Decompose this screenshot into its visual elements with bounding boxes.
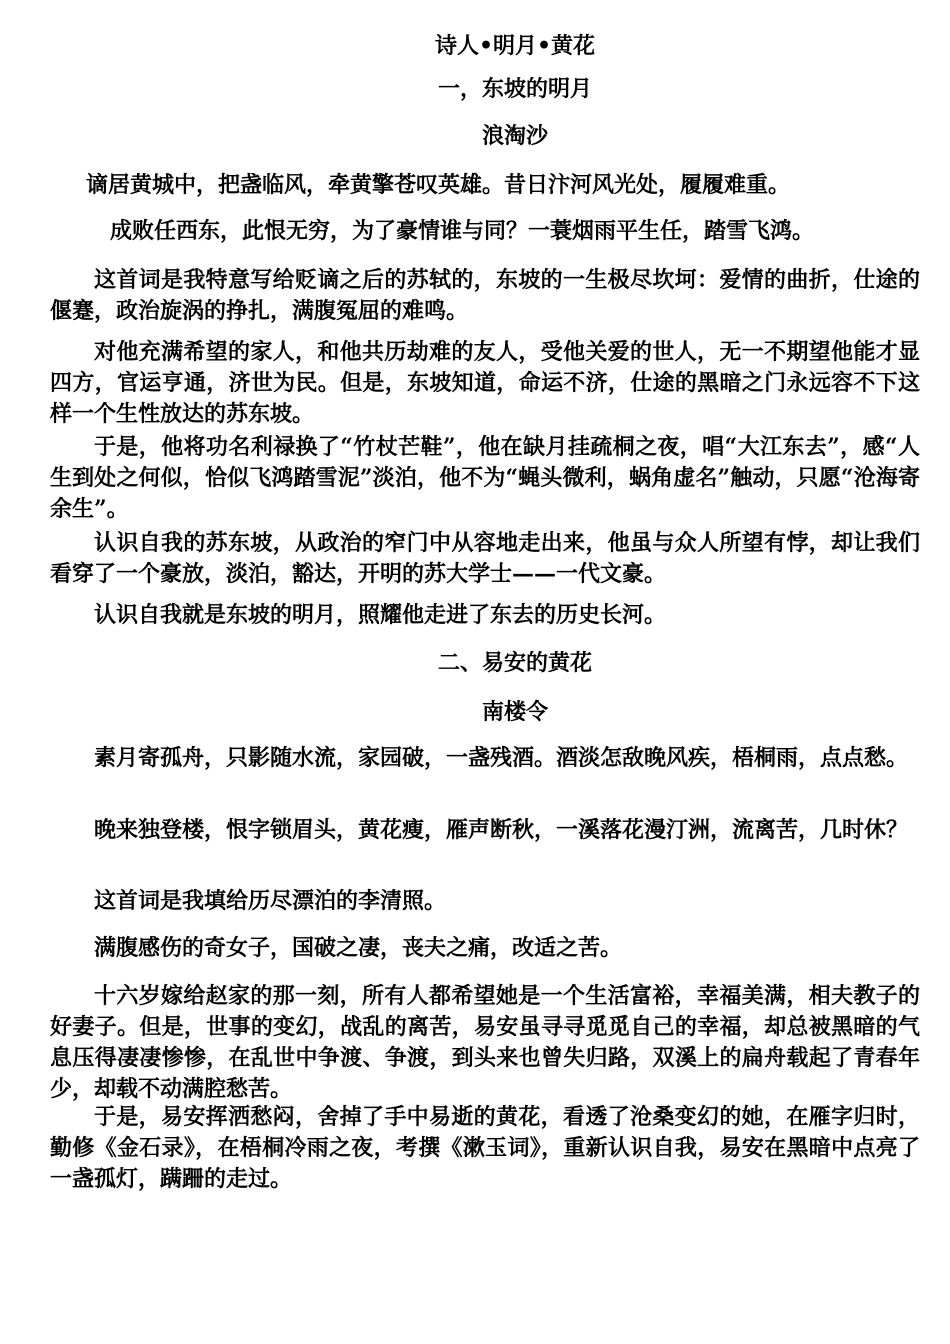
poem-verse: 谪居黄城中，把盏临风，牵黄擎苍叹英雄。昔日汴河风光处，履履难重。 [86,172,791,198]
body-paragraph: 于是，他将功名利禄换了“竹杖芒鞋”，他在缺月挂疏桐之夜，唱“大江东去”，感“人生到处之何似，恰似飞鸿踏雪泥”淡泊，他不为“蝇头微利，蜗角虚名”触动，只愿“沧海寄余生”。 [50,434,920,522]
body-paragraph: 于是，易安挥洒愁闷，舍掉了手中易逝的黄花，看透了沧桑变幻的她，在雁字归时，勤修《金石录》，在梧桐冷雨之夜，考撰《漱玉词》，重新认识自我，易安在黑暗中点亮了一盏孤灯，蹒跚的走过。 [50,1104,920,1192]
body-paragraph: 晚来独登楼，恨字锁眉头，黄花瘦，雁声断秋，一溪落花漫汀洲，流离苦，几时休？ [94,817,909,843]
section-heading-2: 二、易安的黄花 [437,650,592,676]
body-paragraph: 素月寄孤舟，只影随水流，家园破，一盏残酒。酒淡怎敌晚风疾，梧桐雨，点点愁。 [94,745,909,771]
body-paragraph: 这首词是我填给历尽漂泊的李清照。 [94,888,447,914]
body-paragraph: 十六岁嫁给赵家的那一刻，所有人都希望她是一个生活富裕，幸福美满，相夫教子的好妻子。但是，世事的变幻，战乱的离苦，易安虽寻寻觅觅自己的幸福，却总被黑暗的气息压得凄凄惨惨，在乱世中争渡、争渡，到头来也曾失归路，双溪上的扁舟载起了青春年少，却载不动满腔愁苦。 [50,983,920,1102]
document-title: 诗人•明月•黄花 [434,33,596,59]
body-paragraph: 认识自我就是东坡的明月，照耀他走进了东去的历史长河。 [94,602,667,628]
body-paragraph: 认识自我的苏东坡，从政治的窄门中从容地走出来，他虽与众人所望有悖，却让我们看穿了一个豪放，淡泊，豁达，开明的苏大学士——一代文豪。 [50,530,920,587]
section-heading-1: 一，东坡的明月 [437,76,592,102]
body-paragraph: 对他充满希望的家人，和他共历劫难的友人，受他关爱的世人，无一不期望他能才显四方，官运亨通，济世为民。但是，东坡知道，命运不济，仕途的黑暗之门永远容不下这样一个生性放达的苏东坡。 [50,339,920,427]
poem-verse: 成败任西东，此恨无穷，为了豪情谁与同？一蓑烟雨平生任，踏雪飞鸿。 [110,218,815,244]
poem-title-1: 浪淘沙 [481,123,548,149]
body-paragraph: 这首词是我特意写给贬谪之后的苏轼的，东坡的一生极尽坎坷：爱情的曲折，仕途的偃蹇，政治旋涡的挣扎，满腹冤屈的难鸣。 [50,267,920,324]
body-paragraph: 满腹感伤的奇女子，国破之凄，丧夫之痛，改适之苦。 [94,935,623,961]
poem-title-2: 南楼令 [481,699,548,725]
